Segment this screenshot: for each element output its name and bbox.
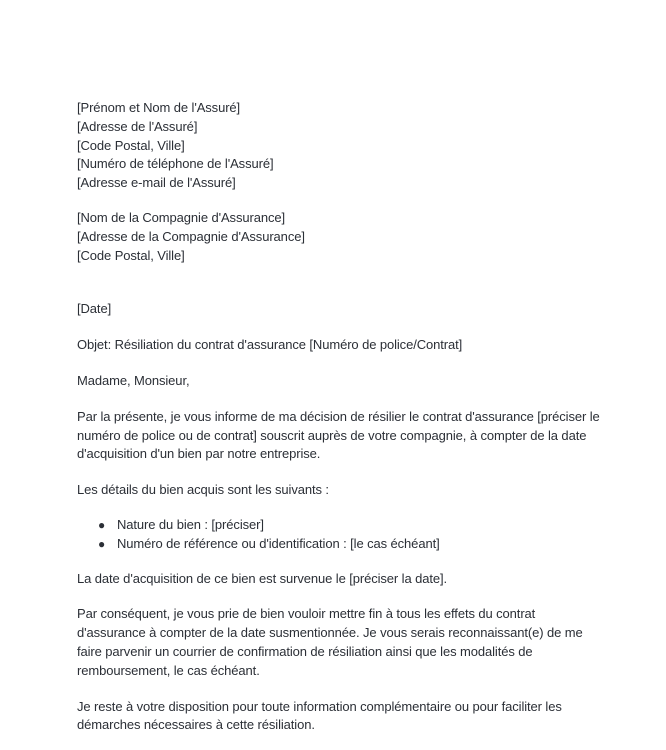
list-item: [98, 516, 607, 535]
recipient-postal-city: [Code Postal, Ville]: [77, 247, 185, 263]
acquisition-date-paragraph: La date d'acquisition de ce bien est survenue le [préciser la date].: [77, 570, 448, 586]
recipient-street: [Adresse de la Compagnie d'Assurance]: [77, 228, 305, 244]
sender-phone: [Numéro de téléphone de l'Assuré]: [77, 156, 274, 172]
request-paragraph: Par conséquent, je vous prie de bien vouloir mettre fin à tous les effets du contrat d'assurance à compter de la date susmentionnée. Je vous serais reconnaissant(e) de me faire parvenir un courrier de confirmation de résiliation ainsi que les modalités de remboursement, le cas échéant.: [77, 606, 583, 678]
sender-street: [Adresse de l'Assuré]: [77, 118, 198, 134]
details-list: [77, 516, 607, 554]
closing-paragraph: Je reste à votre disposition pour toute information complémentaire ou pour faciliter les démarches nécessaires à cette résiliation.: [77, 698, 562, 733]
sender-email: [Adresse e-mail de l'Assuré]: [77, 175, 236, 191]
bullet-icon: ●: [98, 517, 106, 532]
list-item-text: Numéro de référence ou d'identification : [le cas échéant]: [117, 535, 440, 551]
bullet-icon: ●: [98, 536, 106, 551]
salutation: Madame, Monsieur,: [77, 372, 190, 388]
sender-name: [Prénom et Nom de l'Assuré]: [77, 100, 241, 115]
list-item-text: Nature du bien : [préciser]: [117, 516, 264, 532]
letter-page: [77, 99, 607, 735]
intro-paragraph: Par la présente, je vous informe de ma décision de résilier le contrat d'assurance [préciser le numéro de police ou de contrat] souscrit auprès de votre compagnie, à compter de la date d'acquisition d'un bien par notre entreprise.: [77, 408, 600, 462]
letter-subject: Objet: Résiliation du contrat d'assurance [Numéro de police/Contrat]: [77, 337, 463, 353]
sender-postal-city: [Code Postal, Ville]: [77, 137, 185, 153]
recipient-company: [Nom de la Compagnie d'Assurance]: [77, 209, 286, 225]
letter-date: [Date]: [77, 301, 112, 317]
list-item: [98, 535, 607, 554]
recipient-address: [77, 209, 607, 265]
sender-address: [77, 99, 607, 193]
details-intro: Les détails du bien acquis sont les suivants :: [77, 482, 329, 498]
